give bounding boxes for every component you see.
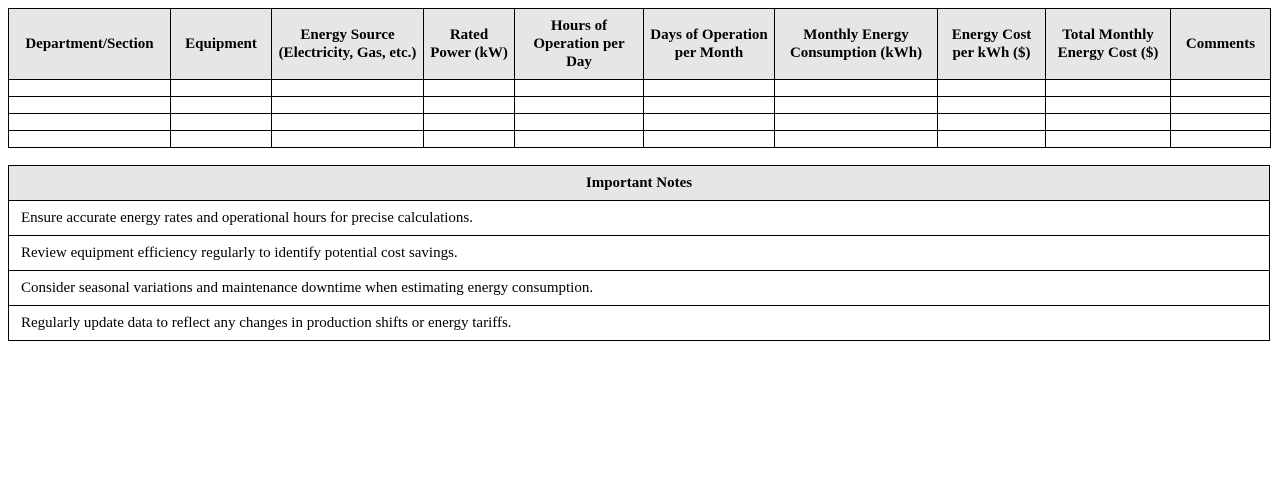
header-monthly-consumption: Monthly Energy Consumption (kWh) [775,9,938,80]
important-notes-table [8,165,1270,341]
header-comments: Comments [1171,9,1271,80]
table-cell[interactable] [1046,114,1171,131]
table-cell[interactable] [938,80,1046,97]
table-cell[interactable] [644,80,775,97]
table-cell[interactable] [1171,114,1271,131]
table-cell[interactable] [1046,80,1171,97]
header-energy-source: Energy Source (Electricity, Gas, etc.) [272,9,424,80]
table-cell[interactable] [272,80,424,97]
header-equipment: Equipment [171,9,272,80]
note-item: Ensure accurate energy rates and operational hours for precise calculations. [9,201,1270,236]
table-cell[interactable] [1046,97,1171,114]
table-cell[interactable] [515,114,644,131]
header-hours-per-day: Hours of Operation per Day [515,9,644,80]
table-cell[interactable] [1171,131,1271,148]
table-cell[interactable] [515,97,644,114]
table-row [9,80,1271,97]
notes-header-row [9,166,1270,201]
document-body [8,8,1270,341]
energy-cost-table [8,8,1271,148]
note-row [9,271,1270,306]
table-cell[interactable] [171,114,272,131]
note-row [9,201,1270,236]
table-cell[interactable] [9,131,171,148]
table-cell[interactable] [9,80,171,97]
table-cell[interactable] [515,131,644,148]
table-cell[interactable] [938,97,1046,114]
table-cell[interactable] [424,97,515,114]
table-cell[interactable] [775,131,938,148]
table-row [9,131,1271,148]
table-cell[interactable] [171,80,272,97]
table-cell[interactable] [424,114,515,131]
table-cell[interactable] [644,97,775,114]
table-cell[interactable] [272,131,424,148]
note-item: Regularly update data to reflect any changes in production shifts or energy tariffs. [9,306,1270,341]
table-cell[interactable] [1046,131,1171,148]
header-department-section: Department/Section [9,9,171,80]
table-cell[interactable] [515,80,644,97]
table-header-row [9,9,1271,80]
table-row [9,97,1271,114]
table-cell[interactable] [424,80,515,97]
table-cell[interactable] [644,131,775,148]
header-days-per-month: Days of Operation per Month [644,9,775,80]
header-total-monthly-cost: Total Monthly Energy Cost ($) [1046,9,1171,80]
table-cell[interactable] [775,114,938,131]
table-cell[interactable] [9,97,171,114]
note-row [9,236,1270,271]
note-item: Consider seasonal variations and maintenance downtime when estimating energy consumption. [9,271,1270,306]
table-cell[interactable] [938,114,1046,131]
table-cell[interactable] [1171,97,1271,114]
table-cell[interactable] [644,114,775,131]
note-row [9,306,1270,341]
table-cell[interactable] [938,131,1046,148]
header-rated-power: Rated Power (kW) [424,9,515,80]
table-row [9,114,1271,131]
header-cost-per-kwh: Energy Cost per kWh ($) [938,9,1046,80]
table-cell[interactable] [9,114,171,131]
table-cell[interactable] [272,97,424,114]
table-cell[interactable] [272,114,424,131]
table-cell[interactable] [171,97,272,114]
table-cell[interactable] [424,131,515,148]
table-cell[interactable] [775,80,938,97]
table-cell[interactable] [775,97,938,114]
table-cell[interactable] [171,131,272,148]
table-cell[interactable] [1171,80,1271,97]
note-item: Review equipment efficiency regularly to identify potential cost savings. [9,236,1270,271]
notes-title: Important Notes [9,166,1270,201]
